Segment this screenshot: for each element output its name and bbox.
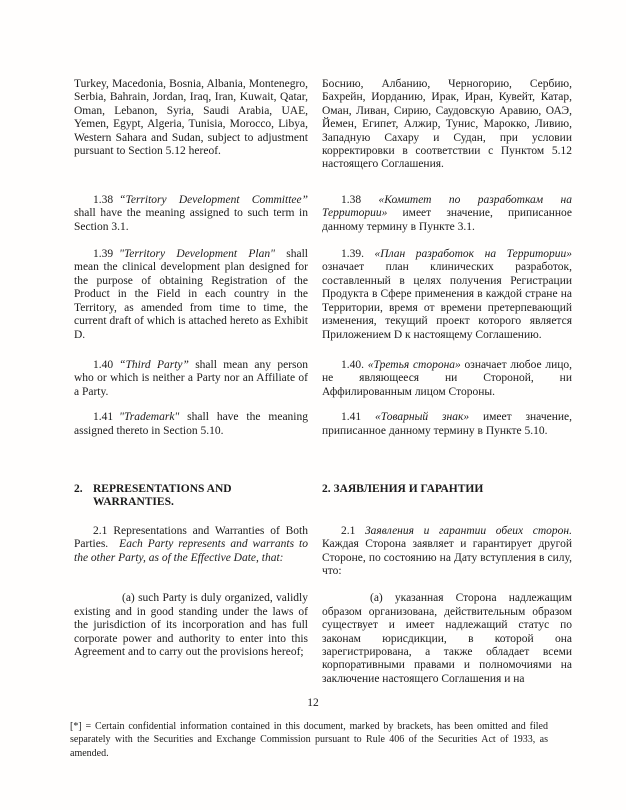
row-clause-1-39 [74, 248, 572, 342]
defined-term: «План разработок на Территории» [374, 248, 572, 261]
space [361, 194, 378, 206]
clause-number: 1.39 [93, 248, 114, 261]
defined-term: «Третья сторона» [367, 358, 461, 371]
section-title: REPRESENTATIONS AND WARRANTIES. [93, 482, 232, 509]
text-run: shall mean the clinical development plan designed for the purpose of obtaining Registration of the Product in the Field in each country in the Territory, as amended from time to time, the current draft of which is attached hereto as Exhibit D. [74, 248, 308, 341]
defined-term: "Trademark" [119, 411, 180, 424]
defined-term: «Комитет по разработкам на Территории» [322, 193, 573, 220]
defined-term: “Third Party” [119, 358, 189, 371]
defined-term: "Territory Development Plan" [119, 248, 275, 261]
row-clause-2-1 [74, 525, 572, 579]
row-territory-countries [74, 78, 572, 172]
text-run: означает любое лицо, не являющееся ни Стороной, ни Аффилированным лицом Стороны. [322, 358, 573, 398]
space [355, 525, 365, 537]
space [364, 248, 375, 260]
section-2-heading-en [74, 483, 308, 510]
clause-number: 1.40. [341, 358, 364, 371]
text-run: Turkey, Macedonia, Bosnia, Albania, Montenegro, Serbia, Bahrain, Jordan, Iraq, Iran, Kuwait, Qatar, Oman, Lebanon, Syria, Saudi Arabia, UAE, Yemen, Egypt, Algeria, Tunisia, Morocco, Libya, Western Sahara and Sudan, subject to adjustment pursuant to Section 5.12 hereof. [74, 78, 308, 158]
row-clause-1-40 [74, 359, 572, 399]
text-run: shall mean any person who or which is neither a Party nor an Affiliate of a Party. [74, 358, 308, 398]
clause-number: 1.40 [93, 358, 114, 371]
confidentiality-footnote: [*] = Certain confidential information contained in this document, marked by brackets, has been omitted and filed separately with the Securities and Exchange Commission pursuant to Rule 406 of the Securities Act of 1933, as amended. [70, 720, 548, 759]
clause-number: 2.1 [341, 524, 356, 537]
paragraph-territory-countries-en [74, 78, 308, 172]
row-subclause-a [74, 592, 572, 686]
text-run: имеет значение, приписанное данному термину в Пункте 3.1. [322, 207, 572, 233]
clause-number: 2.1 [93, 524, 108, 537]
text-run: означает план клинических разработок, составленный в целях получения Регистрации Продукта в Сфере применения в каждой стране на Территории, время от времени претерпевающий изменения, текущий проект которого является Приложением D к настоящему Соглашению. [322, 261, 572, 341]
text-run: (a) such Party is duly organized, validly existing and in good standing under the laws of the jurisdiction of its incorporation and has full corporate power and authority to enter into this Agreement and to carry out the provisions hereof; [74, 592, 308, 658]
clause-1-38-ru [322, 194, 572, 234]
clause-number: 1.39. [341, 248, 364, 261]
clause-2-1-en [74, 525, 308, 579]
defined-term: «Товарный знак» [375, 411, 470, 424]
clause-number: 1.41 [341, 411, 362, 424]
clause-2-1-ru [322, 525, 572, 579]
clause-number: 1.38 [341, 193, 362, 206]
section-2-heading-ru [322, 483, 572, 510]
clause-1-41-ru [322, 411, 572, 438]
clause-number: 1.38 [93, 193, 114, 206]
clause-1-39-ru [322, 248, 572, 342]
section-title: 2. ЗАЯВЛЕНИЯ И ГАРАНТИИ [322, 482, 484, 495]
space [108, 538, 119, 550]
italic-run: Each Party represents and warrants to the other Party, as of the Effective Date, that: [74, 538, 308, 564]
clause-1-40-en [74, 359, 308, 399]
text-run: shall have the meaning assigned to such term in Section 3.1. [74, 207, 308, 233]
clause-1-40-ru [322, 359, 572, 399]
defined-term: “Territory Development Committee” [119, 193, 308, 206]
text-run: (а) указанная Сторона надлежащим образом организована, действительным образом существует и имеет надлежащий статус по законам юрисдикции, в которой она зарегистрирована, а также обладает всеми корпоративными правами и полномочиями на заключение настоящего Соглашения и на [322, 592, 572, 685]
section-number: 2. [74, 482, 83, 495]
text-run: Каждая Сторона заявляет и гарантирует другой Стороне, по состоянию на Дату вступления в силу, что: [322, 538, 572, 577]
space [361, 411, 375, 423]
clause-number: 1.41 [93, 411, 114, 424]
page-number: 12 [307, 697, 319, 710]
clause-1-39-en [74, 248, 308, 342]
row-clause-1-41 [74, 411, 572, 438]
subclause-a-ru [322, 592, 572, 686]
row-clause-1-38 [74, 194, 572, 234]
clause-1-38-en [74, 194, 308, 234]
text-run: shall have the meaning assigned thereto in Section 5.10. [74, 411, 308, 437]
paragraph-territory-countries-ru [322, 78, 572, 172]
text-run: Representations and Warranties of Both Parties. [74, 524, 308, 551]
clause-1-41-en [74, 411, 308, 438]
row-section-2-heading [74, 483, 572, 510]
text-run: имеет значение, приписанное данному термину в Пункте 5.10. [322, 411, 572, 437]
text-run: Боснию, Албанию, Черногорию, Сербию, Бахрейн, Иорданию, Ирак, Иран, Кувейт, Катар, Оман, Ливан, Сирию, Саудовскую Аравию, ОАЭ, Йемен, Египет, Алжир, Тунис, Марокко, Ливию, Западную Сахару и Судан, при условии корректировки в соответствии с Пунктом 5.12 настоящего Соглашения. [322, 78, 572, 171]
subclause-a-en [74, 592, 308, 686]
italic-run: Заявления и гарантии обеих сторон. [364, 524, 572, 537]
